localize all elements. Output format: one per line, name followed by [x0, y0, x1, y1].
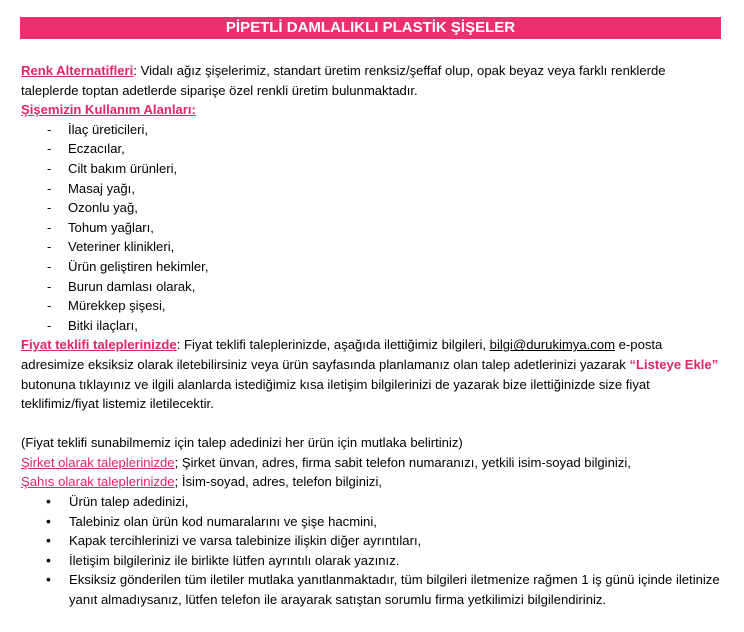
bullet-item: • Kapak tercihlerinizi ve varsa talebinize ilişkin diğer ayrıntıları, [21, 531, 721, 551]
list-item: - Ürün geliştiren hekimler, [21, 257, 721, 277]
bullet-item: • Ürün talep adedinizi, [21, 492, 721, 512]
listeye-ekle-reference: “Listeye Ekle” [629, 356, 719, 372]
list-item: - Tohum yağları, [21, 218, 721, 238]
list-item: - Veteriner klinikleri, [21, 237, 721, 257]
request-bullet-list [21, 492, 721, 610]
sirket-label: Şirket olarak taleplerinizde [21, 454, 175, 470]
fiyat-paragraph [21, 335, 721, 413]
list-item: - Bitki ilaçları, [21, 316, 721, 336]
list-item: - Masaj yağı, [21, 179, 721, 199]
bullet-item: • Eksiksiz gönderilen tüm iletiler mutlaka yanıtlanmaktadır, tüm bilgileri iletmenize rağmen 1 iş günü içinde iletinize yanıt almadıysanız, lütfen telefon ile arayarak satıştan sorumlu firma yetkilimizi bilgilendiriniz. [21, 570, 721, 609]
list-item: - Cilt bakım ürünleri, [21, 159, 721, 179]
sahis-text: ; İsim-soyad, adres, telefon bilginizi, [174, 474, 382, 490]
page-title: PİPETLİ DAMLALIKLI PLASTİK ŞİŞELER [20, 17, 721, 39]
renk-label: Renk Alternatifleri [21, 63, 134, 78]
list-item: - İlaç üreticileri, [21, 120, 721, 140]
email-link[interactable]: bilgi@durukimya.com [489, 337, 616, 353]
list-item: - Mürekkep şişesi, [21, 296, 721, 316]
list-item: - Ozonlu yağ, [21, 198, 721, 218]
bullet-item: • İletişim bilgileriniz ile birlikte lütfen ayrıntılı olarak yazınız. [21, 551, 721, 571]
renk-text: : Vidalı ağız şişelerimiz, standart üretim renksiz/şeffaf olup, opak beyaz veya farklı renklerde taleplerde toptan adetlerde siparişe özel renkli üretim bulunmaktadır. [21, 63, 666, 98]
sirket-text: ; Şirket ünvan, adres, firma sabit telefon numaranızı, yetkili isim-soyad bilginizi, [174, 454, 631, 470]
kullanim-label: Şişemizin Kullanım Alanları: [21, 102, 196, 118]
kullanim-heading [21, 100, 721, 120]
list-item: - Burun damlası olarak, [21, 277, 721, 297]
content [21, 61, 721, 610]
sahis-paragraph [21, 472, 721, 492]
fiyat-text-2: e-posta adresimize eksiksiz olarak iletebilirsiniz veya ürün sayfasında planlamanız olan talep adetlerinizi yazarak [21, 337, 663, 372]
fiyat-text-3: butonuna tıklayınız ve ilgili alanlarda istediğimiz kısa iletişim bilgilerinizi de yazarak bize ilettiğinizde size fiyat teklifimiz/fiyat listemiz iletilecektir. [21, 376, 650, 412]
sirket-paragraph [21, 453, 721, 473]
spacer [21, 414, 721, 434]
kullanim-list [21, 120, 721, 336]
renk-paragraph [21, 61, 721, 100]
note-paragraph: (Fiyat teklifi sunabilmemiz için talep adedinizi her ürün için mutlaka belirtiniz) [21, 435, 463, 451]
list-item: - Eczacılar, [21, 139, 721, 159]
fiyat-label: Fiyat teklifi taleplerinizde [21, 337, 177, 353]
bullet-item: • Talebiniz olan ürün kod numaralarını ve şişe hacmini, [21, 512, 721, 532]
fiyat-text-1: : Fiyat teklifi taleplerinizde, aşağıda ilettiğimiz bilgileri, [176, 337, 490, 353]
sahis-label: Şahıs olarak taleplerinizde [21, 474, 175, 490]
